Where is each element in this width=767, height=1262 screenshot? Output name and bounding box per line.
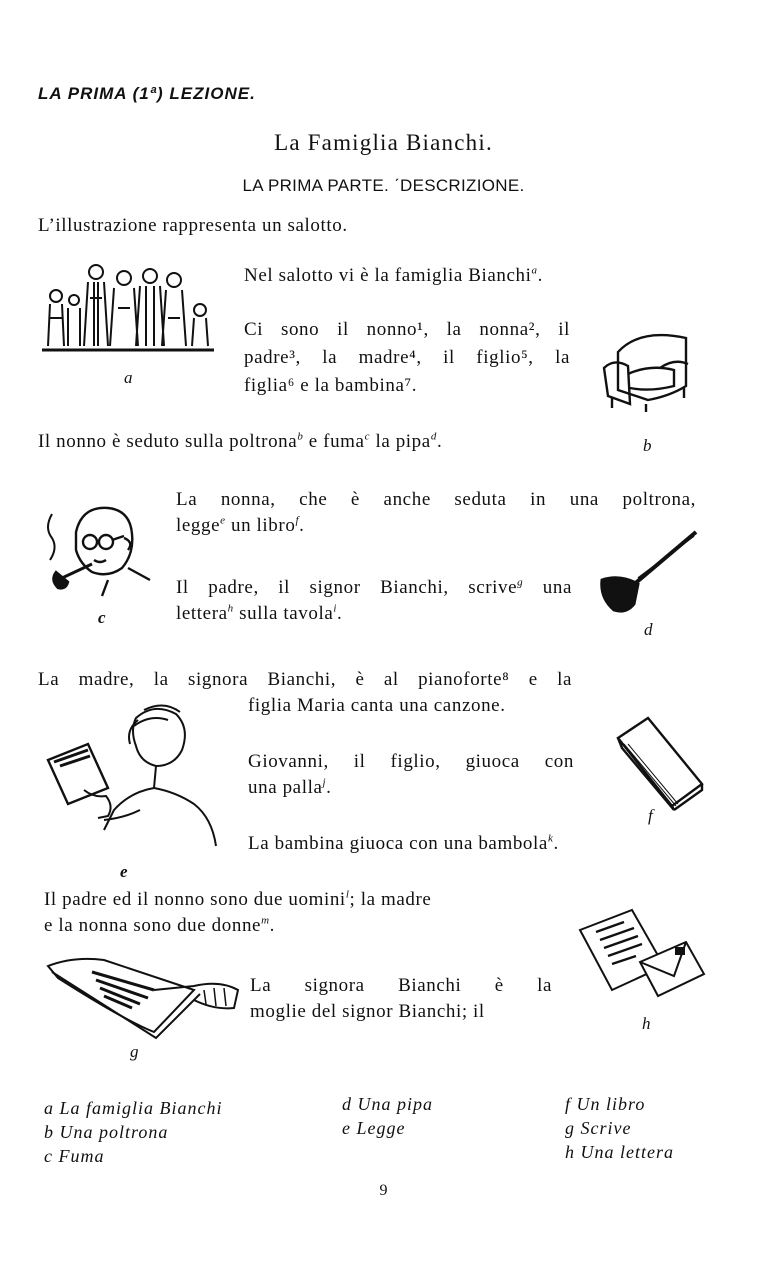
- family-group-icon: [40, 258, 216, 354]
- paragraph-giovanni-line1: Giovanni, il figlio, giuoca con: [248, 751, 574, 772]
- figure-g-caption: g: [130, 1042, 139, 1061]
- paragraph-giovanni-line2: una palla$^j$.: [248, 776, 332, 798]
- legend-item-a: a La famiglia Bianchi: [44, 1098, 223, 1118]
- legend-column-1: [44, 1096, 223, 1168]
- figure-f: [614, 714, 704, 812]
- ref-a: a: [531, 264, 538, 277]
- figure-b: [600, 324, 696, 414]
- legend-item-h: h Una lettera: [565, 1142, 674, 1162]
- figure-b-caption: b: [643, 436, 652, 455]
- paragraph-uomini-line2: e la nonna sono due donne$^m$.: [44, 914, 275, 936]
- paragraph-padre-line1: Il padre, il signor Bianchi, scrive$^g$ una: [176, 576, 572, 598]
- paragraph-nonna-line1: La nonna, che è anche seduta in una poltrona,: [176, 489, 696, 510]
- paragraph-nonno: Il nonno è seduto sulla poltrona$^b$ e fuma$^c$ la pipa$^d$.: [38, 430, 443, 452]
- paragraph-madre-line2: figlia Maria canta una canzone.: [248, 695, 506, 716]
- hand-writing-icon: [44, 950, 240, 1040]
- figure-c: [42, 498, 154, 598]
- figure-a: [40, 258, 216, 354]
- legend-item-e: e Legge: [342, 1118, 406, 1138]
- figure-g: [44, 950, 240, 1040]
- figure-h-caption: h: [642, 1014, 651, 1033]
- paragraph-members-line2: padre³, la madre⁴, il figlio⁵, la: [244, 347, 570, 368]
- legend-column-3: [565, 1092, 674, 1164]
- paragraph-padre-line2: lettera$^h$ sulla tavola$^i$.: [176, 602, 343, 624]
- paragraph-members-line3: figlia⁶ e la bambina⁷.: [244, 375, 418, 396]
- paragraph-moglie-line1: La signora Bianchi è la: [250, 975, 552, 996]
- figure-e-caption: e: [120, 862, 128, 881]
- legend-item-f: f Un libro: [565, 1094, 646, 1114]
- part-label: LA PRIMA PARTE. ˊDESCRIZIONE.: [242, 176, 525, 195]
- book-icon: [614, 714, 704, 812]
- armchair-icon: [600, 324, 696, 414]
- paragraph-salotto: Nel salotto vi è la famiglia Bianchi$^a$.: [244, 264, 543, 286]
- legend-item-g: g Scrive: [565, 1118, 632, 1138]
- figure-h: [578, 906, 706, 998]
- figure-f-caption: f: [648, 806, 653, 825]
- figure-e: [44, 700, 220, 856]
- page-title: La Famiglia Bianchi.: [274, 130, 493, 155]
- figure-d-caption: d: [644, 620, 653, 639]
- paragraph-uomini-line1: Il padre ed il nonno sono due uomini$^l$; la madre: [44, 888, 432, 910]
- paragraph-madre-line1: La madre, la signora Bianchi, è al pianoforte⁸ e la: [38, 669, 572, 690]
- legend-item-c: c Fuma: [44, 1146, 105, 1166]
- legend-item-d: d Una pipa: [342, 1094, 433, 1114]
- figure-d: [598, 528, 702, 616]
- figure-a-caption: a: [124, 368, 133, 387]
- legend-item-b: b Una poltrona: [44, 1122, 169, 1142]
- lesson-label: LA PRIMA (1ª) LEZIONE.: [38, 84, 256, 103]
- paragraph-moglie-line2: moglie del signor Bianchi; il: [250, 1001, 485, 1022]
- legend-column-2: [342, 1092, 433, 1140]
- page-number: 9: [379, 1182, 388, 1199]
- figure-c-caption: c: [98, 608, 106, 627]
- paragraph-members-line1: Ci sono il nonno¹, la nonna², il: [244, 319, 570, 340]
- paragraph-nonna-line2: legge$^e$ un libro$^f$.: [176, 514, 305, 536]
- woman-reading-icon: [44, 700, 220, 856]
- letter-envelope-icon: [578, 906, 706, 998]
- paragraph-bambina: La bambina giuoca con una bambola$^k$.: [248, 832, 559, 854]
- pipe-icon: [598, 528, 702, 616]
- intro-sentence: L’illustrazione rappresenta un salotto.: [38, 215, 348, 236]
- grandfather-smoking-icon: [42, 498, 154, 598]
